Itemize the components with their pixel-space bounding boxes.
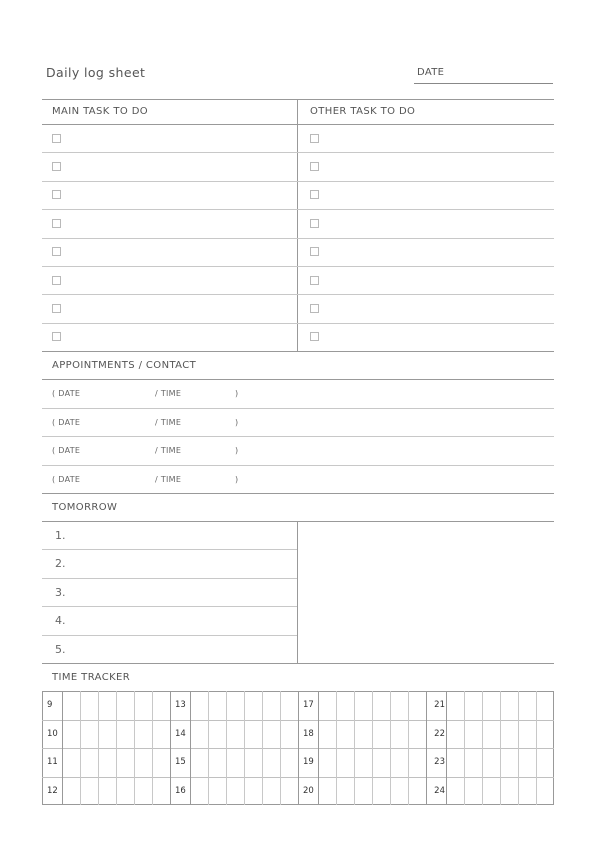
time-tracker-slot[interactable]: [190, 777, 208, 806]
time-tracker-slot[interactable]: [318, 777, 336, 806]
tomorrow-divider: [297, 521, 298, 663]
time-tracker-slot[interactable]: [280, 748, 298, 777]
appointment-close-paren: ): [235, 446, 239, 455]
time-tracker-slot[interactable]: [482, 777, 500, 806]
time-tracker-slot[interactable]: [518, 777, 536, 806]
main-task-checkbox[interactable]: [52, 332, 61, 341]
time-tracker-hour-label: 13: [175, 700, 186, 710]
time-tracker-slot[interactable]: [372, 777, 390, 806]
time-tracker-slot[interactable]: [464, 777, 482, 806]
time-tracker-slot[interactable]: [80, 720, 98, 749]
date-field-line[interactable]: [414, 83, 553, 84]
time-tracker-slot[interactable]: [408, 691, 426, 720]
tomorrow-item-number: 5.: [55, 642, 66, 656]
time-tracker-slot[interactable]: [354, 748, 372, 777]
main-task-checkbox[interactable]: [52, 276, 61, 285]
time-tracker-group-divider: [426, 691, 427, 805]
time-tracker-slot[interactable]: [62, 720, 80, 749]
time-tracker-hour-label: 15: [175, 757, 186, 767]
tomorrow-item-number: 4.: [55, 614, 66, 628]
time-tracker-slot[interactable]: [116, 748, 134, 777]
time-tracker-slot[interactable]: [116, 777, 134, 806]
tasks-header-rule: [42, 124, 554, 125]
time-tracker-slot[interactable]: [318, 691, 336, 720]
task-row-rule: [42, 152, 554, 153]
appointment-time-label: / TIME: [155, 417, 182, 427]
time-tracker-slot[interactable]: [80, 777, 98, 806]
appointments-header-rule: [42, 379, 554, 380]
time-tracker-slot[interactable]: [190, 720, 208, 749]
appointment-date-label: ( DATE: [52, 446, 81, 455]
time-tracker-hour-label: 17: [303, 700, 314, 710]
time-tracker-slot[interactable]: [98, 720, 116, 749]
tomorrow-item-number: 2.: [55, 557, 66, 571]
appointment-close-paren: ): [235, 389, 239, 398]
appointments-bottom-rule: [42, 493, 554, 494]
task-row-rule: [42, 238, 554, 239]
time-tracker-slot[interactable]: [372, 720, 390, 749]
time-tracker-slot[interactable]: [500, 720, 518, 749]
time-tracker-slot[interactable]: [244, 691, 262, 720]
time-tracker-slot[interactable]: [390, 777, 408, 806]
time-tracker-slot[interactable]: [336, 691, 354, 720]
tomorrow-header-rule: [42, 521, 554, 522]
tomorrow-row-rule: [42, 549, 297, 550]
date-label: DATE: [417, 67, 445, 78]
time-tracker-slot[interactable]: [446, 720, 464, 749]
time-tracker-slot[interactable]: [354, 777, 372, 806]
main-task-heading: MAIN TASK TO DO: [52, 106, 149, 117]
time-tracker-slot[interactable]: [354, 691, 372, 720]
other-task-checkbox[interactable]: [310, 304, 319, 313]
tomorrow-item-number: 1.: [55, 529, 66, 542]
time-tracker-slot[interactable]: [280, 777, 298, 806]
time-tracker-slot[interactable]: [134, 777, 152, 806]
time-tracker-slot[interactable]: [134, 748, 152, 777]
appointment-row-rule: [42, 436, 554, 437]
time-tracker-slot[interactable]: [62, 691, 80, 720]
task-row-rule: [42, 181, 554, 182]
task-row-rule: [42, 294, 554, 295]
appointments-heading: APPOINTMENTS / CONTACT: [52, 360, 197, 371]
time-tracker-heading: TIME TRACKER: [52, 672, 131, 683]
time-tracker-slot[interactable]: [518, 720, 536, 749]
appointment-close-paren: ): [235, 474, 239, 484]
tasks-divider: [297, 99, 298, 352]
time-tracker-hour-label: 19: [303, 757, 314, 767]
time-tracker-group-divider: [170, 691, 171, 805]
time-tracker-slot[interactable]: [500, 691, 518, 720]
time-tracker-slot[interactable]: [226, 720, 244, 749]
time-tracker-slot[interactable]: [390, 691, 408, 720]
other-task-checkbox[interactable]: [310, 247, 319, 256]
other-task-checkbox[interactable]: [310, 134, 319, 143]
time-tracker-slot[interactable]: [244, 777, 262, 806]
time-tracker-slot[interactable]: [518, 748, 536, 777]
time-tracker-hour-label: 9: [47, 700, 53, 710]
appointment-row-rule: [42, 408, 554, 409]
time-tracker-grid: [42, 691, 554, 805]
appointment-time-label: / TIME: [155, 474, 182, 484]
time-tracker-slot[interactable]: [208, 691, 226, 720]
main-task-checkbox[interactable]: [52, 219, 61, 228]
time-tracker-slot[interactable]: [536, 777, 554, 806]
time-tracker-slot[interactable]: [208, 748, 226, 777]
main-task-checkbox[interactable]: [52, 304, 61, 313]
time-tracker-slot[interactable]: [152, 777, 170, 806]
time-tracker-slot[interactable]: [244, 720, 262, 749]
main-task-checkbox[interactable]: [52, 190, 61, 199]
time-tracker-slot[interactable]: [318, 720, 336, 749]
time-tracker-slot[interactable]: [536, 748, 554, 777]
tomorrow-row-rule: [42, 635, 297, 636]
time-tracker-slot[interactable]: [318, 748, 336, 777]
time-tracker-slot[interactable]: [500, 748, 518, 777]
time-tracker-slot[interactable]: [336, 777, 354, 806]
appointment-date-label: ( DATE: [52, 417, 81, 427]
time-tracker-slot[interactable]: [354, 720, 372, 749]
appointment-row-rule: [42, 465, 554, 466]
time-tracker-hour-label: 16: [175, 785, 186, 796]
time-tracker-slot[interactable]: [152, 691, 170, 720]
time-tracker-slot[interactable]: [536, 720, 554, 749]
task-row-rule: [42, 323, 554, 324]
tasks-bottom-rule: [42, 351, 554, 352]
other-task-heading: OTHER TASK TO DO: [310, 106, 416, 117]
appointment-date-label: ( DATE: [52, 474, 81, 484]
time-tracker-slot[interactable]: [464, 720, 482, 749]
time-tracker-slot[interactable]: [464, 748, 482, 777]
tomorrow-item-number: 3.: [55, 585, 66, 599]
time-tracker-slot[interactable]: [226, 691, 244, 720]
time-tracker-slot[interactable]: [98, 748, 116, 777]
time-tracker-slot[interactable]: [482, 691, 500, 720]
time-tracker-slot[interactable]: [190, 748, 208, 777]
time-tracker-slot[interactable]: [98, 777, 116, 806]
time-tracker-slot[interactable]: [446, 748, 464, 777]
time-tracker-slot[interactable]: [80, 691, 98, 720]
time-tracker-slot[interactable]: [536, 691, 554, 720]
time-tracker-hour-label: 18: [303, 728, 314, 739]
time-tracker-slot[interactable]: [262, 720, 280, 749]
time-tracker-slot[interactable]: [408, 748, 426, 777]
appointment-close-paren: ): [235, 417, 239, 427]
time-tracker-slot[interactable]: [116, 691, 134, 720]
other-task-checkbox[interactable]: [310, 332, 319, 341]
time-tracker-slot[interactable]: [152, 748, 170, 777]
time-tracker-slot[interactable]: [244, 748, 262, 777]
time-tracker-slot[interactable]: [152, 720, 170, 749]
tomorrow-row-rule: [42, 606, 297, 607]
time-tracker-slot[interactable]: [98, 691, 116, 720]
tomorrow-heading: TOMORROW: [52, 502, 118, 513]
time-tracker-slot[interactable]: [482, 748, 500, 777]
main-task-checkbox[interactable]: [52, 162, 61, 171]
task-row-rule: [42, 209, 554, 210]
other-task-checkbox[interactable]: [310, 276, 319, 285]
time-tracker-group-divider: [298, 691, 299, 805]
tasks-top-rule: [42, 99, 554, 100]
appointment-date-label: ( DATE: [52, 389, 81, 398]
task-row-rule: [42, 266, 554, 267]
time-tracker-slot[interactable]: [390, 748, 408, 777]
time-tracker-slot[interactable]: [62, 748, 80, 777]
tomorrow-row-rule: [42, 578, 297, 579]
time-tracker-hour-label: 11: [47, 757, 58, 767]
page-title: Daily log sheet: [46, 65, 146, 80]
time-tracker-slot[interactable]: [336, 720, 354, 749]
time-tracker-slot[interactable]: [372, 691, 390, 720]
time-tracker-slot[interactable]: [372, 748, 390, 777]
time-tracker-slot[interactable]: [190, 691, 208, 720]
time-tracker-slot[interactable]: [134, 720, 152, 749]
main-task-checkbox[interactable]: [52, 247, 61, 256]
time-tracker-slot[interactable]: [336, 748, 354, 777]
time-tracker-slot[interactable]: [208, 777, 226, 806]
tomorrow-bottom-rule: [42, 663, 554, 664]
time-tracker-slot[interactable]: [226, 777, 244, 806]
time-tracker-slot[interactable]: [116, 720, 134, 749]
main-task-checkbox[interactable]: [52, 134, 61, 143]
time-tracker-hour-label: 22: [434, 728, 445, 739]
time-tracker-slot[interactable]: [518, 691, 536, 720]
time-tracker-hour-label: 10: [47, 728, 58, 739]
time-tracker-slot[interactable]: [280, 720, 298, 749]
time-tracker-slot[interactable]: [446, 691, 464, 720]
time-tracker-hour-label: 20: [303, 785, 314, 796]
other-task-checkbox[interactable]: [310, 219, 319, 228]
time-tracker-slot[interactable]: [208, 720, 226, 749]
time-tracker-slot[interactable]: [80, 748, 98, 777]
time-tracker-hour-label: 24: [434, 785, 445, 796]
time-tracker-slot[interactable]: [134, 691, 152, 720]
time-tracker-slot[interactable]: [446, 777, 464, 806]
time-tracker-slot[interactable]: [464, 691, 482, 720]
time-tracker-hour-label: 12: [47, 785, 58, 796]
time-tracker-slot[interactable]: [226, 748, 244, 777]
other-task-checkbox[interactable]: [310, 162, 319, 171]
appointment-time-label: / TIME: [155, 446, 182, 455]
time-tracker-slot[interactable]: [408, 777, 426, 806]
time-tracker-slot[interactable]: [280, 691, 298, 720]
appointment-time-label: / TIME: [155, 389, 182, 398]
time-tracker-slot[interactable]: [262, 777, 280, 806]
other-task-checkbox[interactable]: [310, 190, 319, 199]
time-tracker-slot[interactable]: [262, 691, 280, 720]
time-tracker-slot[interactable]: [262, 748, 280, 777]
time-tracker-hour-label: 23: [434, 757, 445, 767]
time-tracker-slot[interactable]: [408, 720, 426, 749]
time-tracker-hour-label: 21: [434, 700, 445, 710]
time-tracker-slot[interactable]: [390, 720, 408, 749]
time-tracker-slot[interactable]: [500, 777, 518, 806]
time-tracker-slot[interactable]: [62, 777, 80, 806]
time-tracker-hour-label: 14: [175, 728, 186, 739]
time-tracker-slot[interactable]: [482, 720, 500, 749]
